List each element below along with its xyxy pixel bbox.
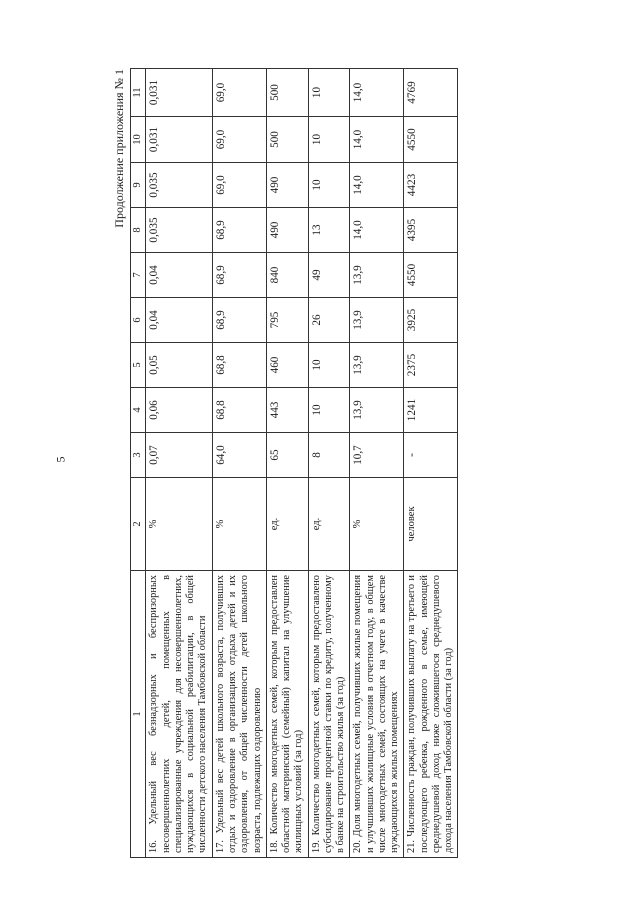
table-row [266,69,308,858]
indicator-value: 0,035 [146,163,212,208]
column-header: 8 [131,208,146,253]
indicator-unit: ед. [266,478,308,571]
indicator-name: 16. Удельный вес безнадзорных и беспризорных несовершеннолетних детей, помещенных в специализированные учреждения для несовершеннолетних, нуждающихся в социальной реабилитации, в общей численности детского населения Тамбовской области [146,571,212,858]
indicator-value: 4395 [404,208,458,253]
indicator-unit: % [146,478,212,571]
indicator-value: 14,0 [350,117,404,163]
indicator-name: 17. Удельный вес детей школьного возраста, получивших отдых и оздоровление в организациях отдыха детей и их оздоровления, от общей численности детей школьного возраста, подлежащих оздоровлению [212,571,266,858]
table-header-row [131,69,146,858]
appendix-caption: Продолжение приложения № 1 [112,69,126,228]
indicator-unit: человек [404,478,458,571]
indicator-value: 500 [266,117,308,163]
table-row [404,69,458,858]
indicator-value: 65 [266,433,308,478]
indicator-value: 460 [266,343,308,388]
indicator-unit: ед. [308,478,350,571]
indicator-value: 69,0 [212,163,266,208]
indicator-value: 68,8 [212,343,266,388]
table-row [308,69,350,858]
indicator-name: 20. Доля многодетных семей, получивших жилые помещения и улучшивших жилищные условия в отчетном году, в общем числе многодетных семей, состоящих на учете в качестве нуждающихся в жилых помещениях [350,571,404,858]
column-header: 7 [131,253,146,298]
table-row [350,69,404,858]
indicator-value: 68,9 [212,298,266,343]
indicator-value: 13,9 [350,298,404,343]
indicator-value: 13,9 [350,253,404,298]
column-header: 9 [131,163,146,208]
indicator-value: 0,035 [146,208,212,253]
indicator-value: 49 [308,253,350,298]
column-header: 2 [131,478,146,571]
column-header: 1 [131,571,146,858]
indicator-value: 13,9 [350,343,404,388]
indicator-value: 68,9 [212,208,266,253]
indicators-table [130,68,458,858]
indicator-value: 68,8 [212,388,266,433]
indicator-value: 68,9 [212,253,266,298]
indicator-value: 3925 [404,298,458,343]
indicator-value: 13 [308,208,350,253]
column-header: 3 [131,433,146,478]
indicator-unit: % [350,478,404,571]
indicator-value: 69,0 [212,69,266,117]
indicator-name: 18. Количество многодетных семей, которым предоставлен областной материнский (семейный) капитал на улучшение жилищных условий (за год) [266,571,308,858]
indicator-value: 795 [266,298,308,343]
indicator-value: 500 [266,69,308,117]
indicator-value: 0,04 [146,253,212,298]
indicator-name: 21. Численность граждан, получивших выплату на третьего и последующего ребенка, рожденного в семье, имеющей среднедушевой доход ниже сложившегося среднедушевого дохода населения Тамбовской области (за год) [404,571,458,858]
indicator-value: 64,0 [212,433,266,478]
indicator-value: 0,06 [146,388,212,433]
indicator-value: 14,0 [350,69,404,117]
indicator-value: 4423 [404,163,458,208]
indicator-value: 10 [308,117,350,163]
table-row [212,69,266,858]
indicator-value: 10 [308,388,350,433]
column-header: 4 [131,388,146,433]
indicator-value: 490 [266,163,308,208]
indicator-value: 69,0 [212,117,266,163]
column-header: 10 [131,117,146,163]
indicator-value: 2375 [404,343,458,388]
indicator-value: 0,04 [146,298,212,343]
rotated-page [112,69,526,858]
indicator-value: 14,0 [350,163,404,208]
indicator-value: 840 [266,253,308,298]
page-number: 5 [53,456,68,463]
indicator-value: 13,9 [350,388,404,433]
indicator-value: 4769 [404,69,458,117]
indicator-value: 0,031 [146,117,212,163]
indicator-value: 4550 [404,117,458,163]
column-header: 5 [131,343,146,388]
indicator-value: 10,7 [350,433,404,478]
indicator-value: 443 [266,388,308,433]
indicator-value: 10 [308,163,350,208]
indicator-unit: % [212,478,266,571]
indicator-value: 10 [308,69,350,117]
indicator-value: 490 [266,208,308,253]
indicator-value: 4550 [404,253,458,298]
indicator-value: 26 [308,298,350,343]
indicator-value: 14,0 [350,208,404,253]
indicator-value: 0,07 [146,433,212,478]
indicator-name: 19. Количество многодетных семей, которым предоставлено субсидирование процентной ставки по кредиту, полученному в банке на строительство жилья (за год) [308,571,350,858]
column-header: 6 [131,298,146,343]
indicator-value: 8 [308,433,350,478]
indicator-value: - [404,433,458,478]
indicator-value: 10 [308,343,350,388]
indicator-value: 1241 [404,388,458,433]
table-row [146,69,212,858]
indicator-value: 0,05 [146,343,212,388]
column-header: 11 [131,69,146,117]
indicator-value: 0,031 [146,69,212,117]
